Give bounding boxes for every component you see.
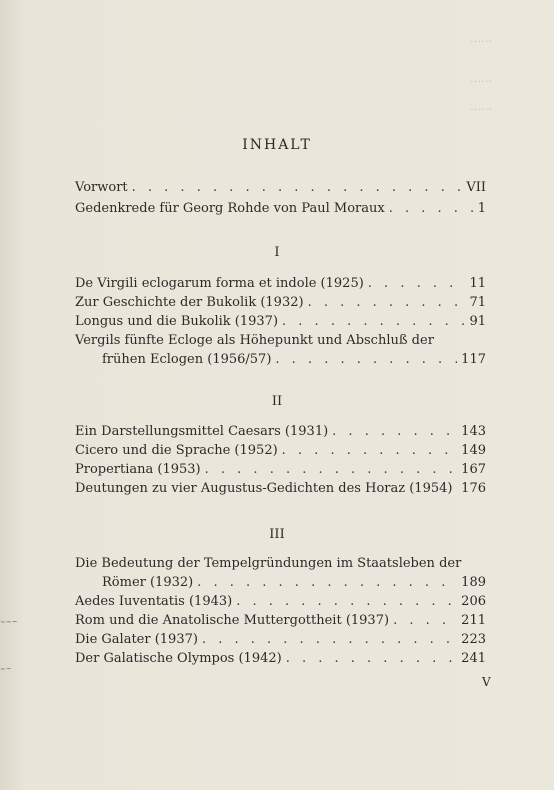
toc-entry-title: Der Galatische Olympos (1942) bbox=[75, 651, 282, 666]
toc-entry bbox=[75, 331, 486, 369]
toc-entry bbox=[75, 312, 486, 331]
bleed-through-text: …… bbox=[470, 32, 492, 45]
toc-entry-page: 211 bbox=[461, 613, 486, 628]
leader-dots bbox=[282, 312, 465, 331]
toc-entry-page: 189 bbox=[461, 575, 486, 590]
toc-entry-page: 167 bbox=[461, 462, 486, 477]
toc-entry bbox=[75, 479, 486, 498]
toc-entry-page: 143 bbox=[461, 424, 486, 439]
toc-entry-title: Gedenkrede für Georg Rohde von Paul Moraux bbox=[75, 201, 385, 216]
toc-entry-page: 149 bbox=[461, 443, 486, 458]
toc-entry-page: 206 bbox=[461, 594, 486, 609]
toc-entry-page: 91 bbox=[469, 314, 486, 329]
toc-entry-title: Vergils fünfte Ecloge als Höhepunkt und Abschluß der bbox=[75, 333, 434, 348]
leader-dots bbox=[275, 350, 457, 369]
toc-entry bbox=[75, 554, 486, 592]
bleed-through-text: …… bbox=[470, 100, 492, 113]
page-number: V bbox=[482, 675, 491, 689]
leader-dots bbox=[202, 630, 457, 649]
leader-dots bbox=[393, 611, 457, 630]
leader-dots bbox=[456, 479, 457, 498]
toc-entry bbox=[75, 611, 486, 630]
toc-entry-title: Rom und die Anatolische Muttergottheit (1937) bbox=[75, 613, 390, 628]
margin-mark: ~~ bbox=[0, 664, 12, 674]
toc-entry-title: Die Bedeutung der Tempelgründungen im Staatsleben der bbox=[75, 556, 462, 571]
leader-dots bbox=[282, 441, 458, 460]
leader-dots bbox=[308, 293, 466, 312]
toc-entry-title: Deutungen zu vier Augustus-Gedichten des Horaz (1954) bbox=[75, 481, 453, 496]
toc-entry bbox=[75, 293, 486, 312]
toc-entry-title: Vorwort bbox=[75, 180, 128, 195]
section-numeral: I bbox=[274, 245, 280, 260]
leader-dots bbox=[205, 460, 458, 479]
toc-entry bbox=[75, 274, 486, 293]
toc-entry-title-continued: frühen Eclogen (1956/57) bbox=[102, 352, 272, 367]
toc-entry-page: 241 bbox=[461, 651, 486, 666]
toc-entry-page: VII bbox=[466, 180, 486, 195]
toc-entry-title: Cicero und die Sprache (1952) bbox=[75, 443, 278, 458]
leader-dots bbox=[286, 649, 457, 668]
toc-entry bbox=[75, 178, 486, 197]
section-numeral: II bbox=[271, 394, 283, 409]
toc-entry-page: 176 bbox=[461, 481, 486, 496]
toc-entry bbox=[75, 422, 486, 441]
bleed-through-text: …… bbox=[470, 72, 492, 85]
margin-mark: ~~~ bbox=[0, 617, 18, 627]
toc-entry-title: Ein Darstellungsmittel Caesars (1931) bbox=[75, 424, 329, 439]
toc-entry bbox=[75, 649, 486, 668]
toc-entry-page: 223 bbox=[461, 632, 486, 647]
toc-entry bbox=[75, 630, 486, 649]
leader-dots bbox=[132, 178, 463, 197]
leader-dots bbox=[236, 592, 457, 611]
toc-entry-title: De Virgili eclogarum forma et indole (1925) bbox=[75, 276, 364, 291]
toc-entry-page: 11 bbox=[469, 276, 486, 291]
section-numeral: III bbox=[269, 527, 285, 542]
leader-dots bbox=[332, 422, 457, 441]
leader-dots bbox=[389, 199, 474, 218]
toc-entry-title: Longus und die Bukolik (1937) bbox=[75, 314, 279, 329]
toc-entry-page: 1 bbox=[477, 201, 486, 216]
toc-entry-title: Die Galater (1937) bbox=[75, 632, 198, 647]
toc-entry bbox=[75, 199, 486, 218]
page-title: INHALT bbox=[242, 137, 312, 153]
toc-entry-page: 71 bbox=[469, 295, 486, 310]
toc-entry-title: Aedes Iuventatis (1943) bbox=[75, 594, 233, 609]
toc-entry bbox=[75, 592, 486, 611]
toc-entry-title: Propertiana (1953) bbox=[75, 462, 201, 477]
leader-dots bbox=[368, 274, 466, 293]
toc-entry bbox=[75, 441, 486, 460]
toc-entry-title: Zur Geschichte der Bukolik (1932) bbox=[75, 295, 304, 310]
toc-entry bbox=[75, 460, 486, 479]
leader-dots bbox=[197, 573, 457, 592]
toc-entry-page: 117 bbox=[461, 352, 486, 367]
toc-entry-title-continued: Römer (1932) bbox=[102, 575, 194, 590]
